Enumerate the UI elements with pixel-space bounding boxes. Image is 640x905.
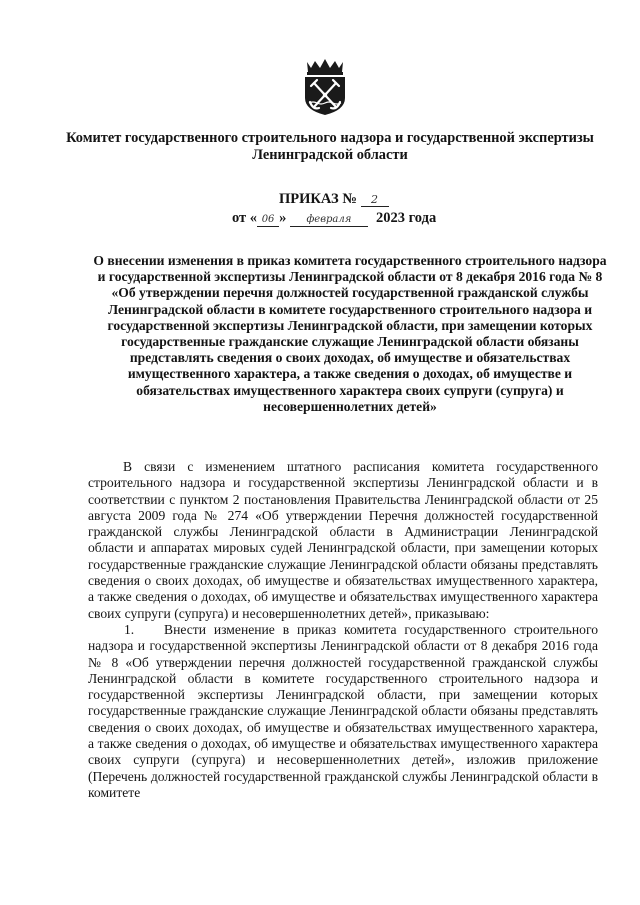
date-day-handwritten: 06 — [257, 214, 279, 227]
order-number-handwritten: 2 — [361, 194, 389, 207]
date-month-handwritten: февраля — [290, 214, 368, 227]
date-prefix: от « — [232, 210, 258, 226]
organization-name: Комитет государственного строительного надзора и государственной экспертизы Ленинградской области — [66, 130, 594, 163]
date-mid: » — [279, 210, 287, 226]
date-year: 2023 года — [375, 210, 437, 226]
order-body — [88, 459, 598, 801]
item-1-number: 1. — [124, 621, 135, 637]
order-title-label: ПРИКАЗ № — [279, 191, 357, 207]
order-subject: О внесении изменения в приказ комитета государственного строительного надзора и государственной экспертизы Ленинградской области от 8 декабря 2016 года № 8 «Об утверждении перечня должностей государственной гражданской службы Ленинградской области в комитете государственного строительного надзора и государственной экспертизы Ленинградской области, при замещении которых государственные гражданские служащие Ленинградской области обязаны представлять сведения о своих доходах, об имуществе и обязательствах имущественного характера, а также сведения о доходах, об имуществе и обязательствах имущественного характера своих супруги (супруга) и несовершеннолетних детей» — [93, 253, 607, 414]
order-date — [232, 210, 436, 227]
item-1-text: Внести изменение в приказ комитета государственного строительного надзора и государственной экспертизы Ленинградской области от 8 декабря 2016 года № 8 «Об утверждении перечня должностей государственной гражданской службы Ленинградской области в комитете государственного строительного надзора и государственной экспертизы Ленинградской области, при замещении которых государственные гражданские служащие Ленинградской области обязаны представлять сведения о своих доходах, об имуществе и обязательствах имущественного характера, а также сведения о доходах, об имуществе и обязательствах имущественного характера своих супруги (супруга) и несовершеннолетних детей», изложив приложение (Перечень должностей государственной гражданской службы Ленинградской области в комитете — [88, 621, 598, 800]
order-title — [279, 191, 389, 208]
coat-of-arms-icon — [301, 58, 349, 116]
intro-paragraph: В связи с изменением штатного расписания комитета государственного строительного надзора и государственной экспертизы Ленинградской области и в соответствии с пунктом 2 постановления Правительства Ленинградской области от 25 августа 2009 года № 274 «Об утверждении Перечня должностей государственной гражданской службы Ленинградской области в Администрации Ленинградской области и аппаратах мировых судей Ленинградской области, при замещении которых государственные гражданские служащие Ленинградской области обязаны представлять сведения о своих доходах, об имуществе и обязательствах имущественного характера, а также сведения о доходах, об имуществе и обязательствах имущественного характера своих супруги (супруга) и несовершеннолетних детей», приказываю: — [88, 459, 598, 621]
item-1 — [88, 622, 598, 801]
